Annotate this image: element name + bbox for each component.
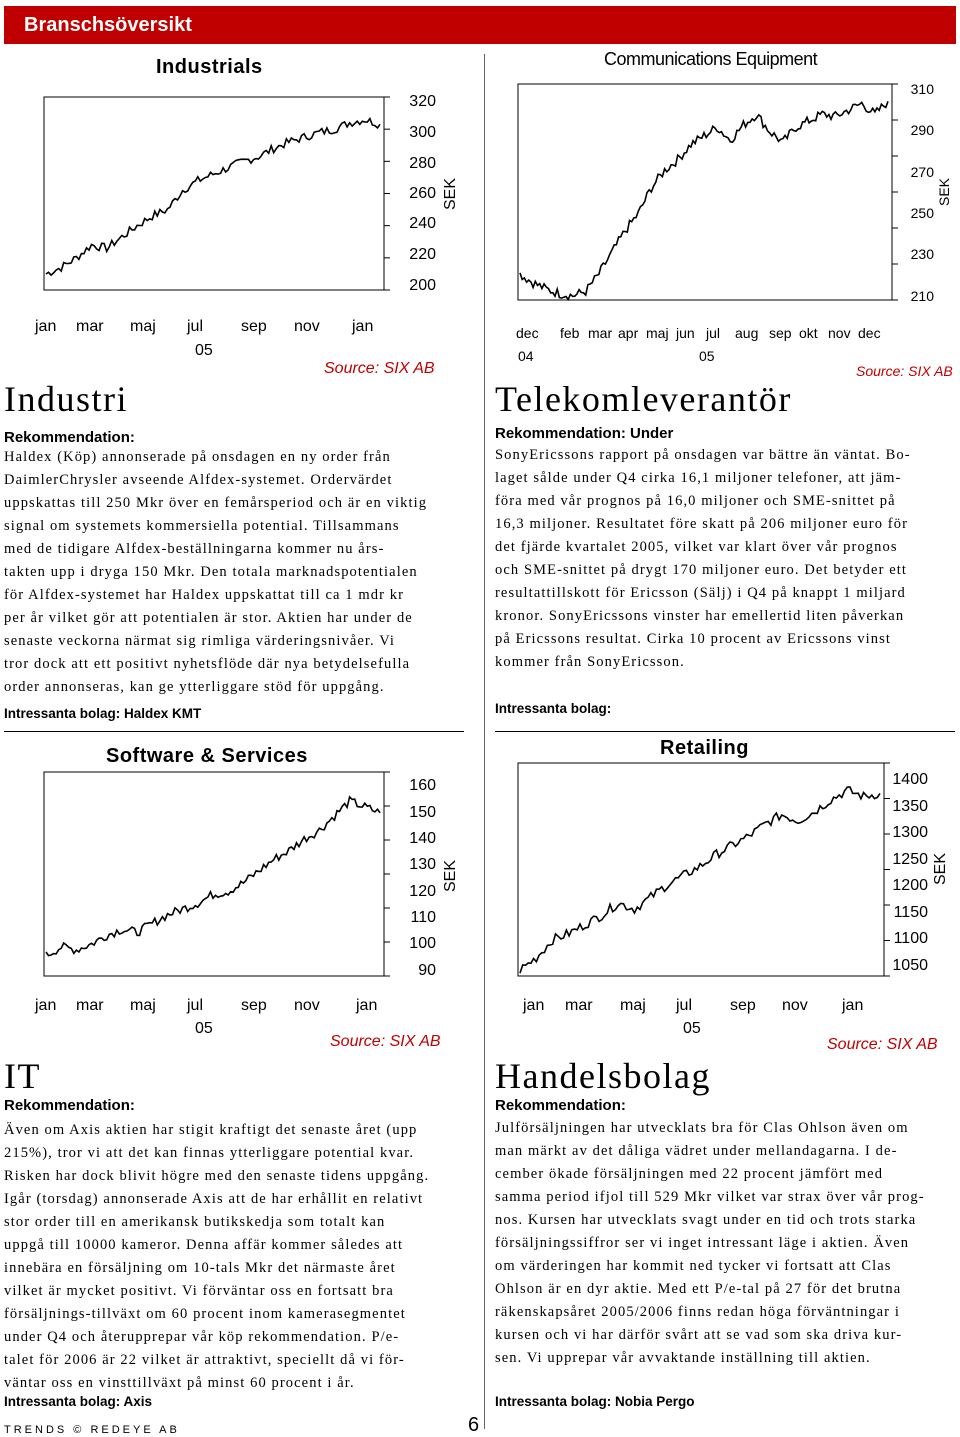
text-line: stor order till en amerikansk butikskedja som totalt kan (4, 1214, 386, 1230)
x-tick: mar (76, 997, 104, 1014)
y-tick: 1350 (892, 798, 928, 815)
text-line: kommer från SonyEricsson. (495, 654, 685, 670)
text-line: laget sålde under Q4 cirka 16,1 miljoner telefoner, att jäm- (495, 470, 902, 486)
y-unit-label: SEK (936, 177, 952, 206)
text-line: samma period ifjol till 529 Mkr vilket var strax över vår prog- (495, 1189, 925, 1205)
x-tick: mar (588, 325, 613, 341)
text-line: DaimlerChrysler avseende Alfdex-systemet. Ordervärdet (4, 472, 393, 488)
y-tick: 290 (910, 122, 934, 138)
x-tick: nov (294, 997, 320, 1014)
x-year: 05 (195, 1020, 213, 1037)
plot-frame (44, 772, 384, 976)
y-tick: 1150 (893, 904, 928, 921)
text-line: försäljnings-tillväxt om 60 procent inom kamerasegmentet (4, 1306, 406, 1322)
text-line: föra med vår prognos på 16,0 miljoner och SME-snittet på (495, 493, 896, 509)
text-line: Igår (torsdag) annonserade Axis att de har erhållit en relativt (4, 1191, 424, 1207)
x-tick: nov (782, 997, 808, 1014)
text-line: och SME-snittet på drygt 170 miljoner euro. Det betyder ett (495, 562, 908, 578)
text-line: 215%), tror vi att det kan finnas ytterliggare potential kvar. (4, 1145, 415, 1161)
y-tick: 230 (910, 246, 934, 262)
x-tick: jan (523, 997, 545, 1014)
text-line: vilket är mycket positivt. Vi förväntar oss en fortsatt bra (4, 1283, 394, 1299)
text-line: resultattillskott för Ericsson (Sälj) i Q4 på knappt 1 miljard (495, 585, 906, 601)
y-tick: 270 (910, 164, 934, 180)
text-line: under Q4 och återupprepar vår köp rekommendation. P/e- (4, 1329, 400, 1345)
x-tick: dec (516, 325, 539, 341)
page-number: 6 (468, 1414, 480, 1436)
y-unit-label: SEK (932, 852, 949, 885)
text-line: sen. Vi upprepar vår avvaktande inställning till aktien. (495, 1350, 871, 1366)
text-line: tror dock att ett positivt nyhetsflöde där nya betydelsefulla (4, 656, 411, 672)
text-line: för Alfdex-systemet har Haldex uppskattat till ca 1 mdr kr (4, 587, 405, 603)
y-tick: 120 (409, 883, 436, 900)
x-year-start: 04 (518, 348, 534, 364)
text-line: takten upp i dryga 150 Mkr. Den totala marknadspotentialen (4, 564, 418, 580)
y-tick: 240 (409, 215, 436, 232)
chart-title-software: Software & Services (106, 745, 308, 767)
x-tick: sep (241, 997, 267, 1014)
text-line: räkenskapsåret 2005/2006 finns redan höga förväntningar i (495, 1304, 900, 1320)
text-line: order annonseras, kan ge ytterliggare stöd för uppgång. (4, 679, 385, 695)
x-tick: jan (842, 997, 864, 1014)
text-line: Risken har dock blivit högre med den senaste tidens uppgång. (4, 1168, 430, 1184)
sector-heading-handel: Handelsbolag (495, 1056, 711, 1096)
text-line: talet för 2006 är 22 vilket är attraktivt, speciellt då vi för- (4, 1352, 405, 1368)
interesting-companies: Intressanta bolag: Haldex KMT (4, 706, 202, 721)
section-divider (495, 731, 955, 732)
x-tick: jul (676, 997, 693, 1014)
y-unit-label: SEK (442, 177, 459, 210)
text-line: SonyEricssons rapport på onsdagen var bättre än väntat. Bo- (495, 447, 911, 463)
y-tick: 200 (409, 277, 436, 294)
x-tick: apr (618, 325, 639, 341)
y-tick: 300 (409, 124, 436, 141)
sector-heading-telekom: Telekomleverantör (495, 379, 792, 419)
x-tick: nov (294, 318, 320, 335)
plot-frame (518, 84, 892, 300)
x-tick: mar (76, 318, 104, 335)
text-line: försäljningssiffror ser vi inget intressant läge i aktien. Även (495, 1235, 910, 1251)
handel-body (495, 1117, 955, 1370)
it-body (4, 1119, 464, 1395)
y-unit-label: SEK (442, 859, 459, 892)
x-tick: jan (35, 997, 57, 1014)
text-line: kronor. SonyEricssons vinster har emellertid liten påverkan (495, 608, 905, 624)
text-line: väntar oss en vinsttillväxt på minst 60 procent i år. (4, 1375, 355, 1391)
interesting-companies: Intressanta bolag: (495, 701, 612, 716)
text-line: 16,3 miljoner. Resultatet före skatt på 206 miljoner euro för (495, 516, 909, 532)
industri-body (4, 446, 464, 699)
telekom-body (495, 444, 955, 674)
x-tick: sep (769, 325, 792, 341)
y-tick: 280 (409, 155, 436, 172)
y-tick: 260 (409, 185, 436, 202)
x-tick: maj (130, 997, 156, 1014)
price-series-line (46, 119, 380, 276)
chart-source: Source: SIX AB (827, 1036, 938, 1053)
recommendation-label: Rekommendation: (4, 1097, 135, 1114)
text-line: det fjärde kvartalet 2005, vilket var klart över vår prognos (495, 539, 898, 555)
x-tick: maj (130, 318, 156, 335)
text-line: uppgå till 10000 kameror. Denna affär kommer således att (4, 1237, 404, 1253)
footer-brand: TRENDS © REDEYE AB (4, 1424, 180, 1436)
sector-heading-industri: Industri (4, 379, 128, 419)
text-line: uppskattas till 250 Mkr över en femårsperiod och är en viktig (4, 495, 428, 511)
text-line: nos. Kursen har utvecklats svagt under en tid och trots starka (495, 1212, 917, 1228)
y-tick: 1050 (892, 957, 928, 974)
recommendation-label: Rekommendation: (4, 429, 135, 446)
x-tick: dec (858, 325, 881, 341)
y-tick: 310 (910, 81, 934, 97)
text-line: om värderingen har kommit ned tycker vi fortsatt att Clas (495, 1258, 892, 1274)
chart-source: Source: SIX AB (330, 1033, 441, 1050)
x-tick: jan (356, 997, 378, 1014)
recommendation-label: Rekommendation: Under (495, 425, 674, 442)
text-line: kursen och vi har därför svårt att se vad som ska driva kur- (495, 1327, 903, 1343)
price-series-line (520, 101, 888, 299)
chart-title-retailing: Retailing (660, 737, 749, 759)
chart-source: Source: SIX AB (324, 360, 435, 377)
x-year: 05 (195, 342, 213, 359)
x-tick: sep (241, 318, 267, 335)
x-tick: jun (676, 325, 695, 341)
interesting-companies: Intressanta bolag: Axis (4, 1394, 153, 1409)
y-tick: 110 (410, 909, 436, 926)
text-line: per år vilket gör att potentialen är stor. Aktien har under de (4, 610, 413, 626)
chart-source: Source: SIX AB (856, 363, 953, 379)
text-line: Haldex (Köp) annonserade på onsdagen en ny order från (4, 449, 391, 465)
price-series-line (46, 797, 380, 956)
text-line: innebära en försäljning om 10-tals Mkr det närmaste året (4, 1260, 396, 1276)
text-line: signal om systemets kommersiella potential. Tillsammans (4, 518, 400, 534)
x-tick: feb (560, 325, 580, 341)
plot-frame (518, 763, 884, 976)
text-line: man märkt av det dåliga vädret under mellandagarna. I de- (495, 1143, 898, 1159)
banner-title: Branschsöversikt (24, 14, 192, 36)
x-tick: maj (646, 325, 669, 341)
y-tick: 220 (409, 246, 436, 263)
y-tick: 130 (409, 856, 436, 873)
x-tick: mar (565, 997, 593, 1014)
chart-title-industrials: Industrials (156, 56, 263, 78)
x-tick: okt (799, 325, 818, 341)
x-tick: maj (620, 997, 646, 1014)
y-tick: 1300 (892, 824, 928, 841)
y-tick: 140 (409, 830, 436, 847)
y-tick: 210 (910, 288, 934, 304)
x-tick: nov (828, 325, 851, 341)
chart-title-communications: Communications Equipment (604, 49, 818, 69)
section-divider (4, 731, 464, 732)
price-series-line (520, 787, 880, 973)
y-tick: 150 (409, 804, 436, 821)
y-tick: 1250 (892, 851, 928, 868)
text-line: cember ökade försäljningen med 22 procent jämfört med (495, 1166, 884, 1182)
x-tick: jul (706, 325, 721, 341)
y-tick: 1100 (893, 930, 928, 947)
x-tick: jul (187, 997, 204, 1014)
plot-frame (44, 97, 384, 290)
y-tick: 320 (409, 93, 436, 110)
y-tick: 250 (910, 205, 934, 221)
y-tick: 90 (418, 962, 436, 979)
y-tick: 100 (409, 935, 436, 952)
x-year: 05 (683, 1020, 701, 1037)
x-year: 05 (699, 348, 715, 364)
text-line: med de tidigare Alfdex-beställningarna kommer nu års- (4, 541, 385, 557)
text-line: Ohlson är en dyr aktie. Med ett P/e-tal på 27 för det brutna (495, 1281, 902, 1297)
x-tick: jan (35, 318, 57, 335)
text-line: Även om Axis aktien har stigit kraftigt det senaste året (upp (4, 1122, 418, 1138)
x-tick: jan (352, 318, 374, 335)
x-tick: sep (730, 997, 756, 1014)
y-tick: 1200 (892, 877, 928, 894)
sector-heading-it: IT (4, 1056, 41, 1096)
y-tick: 1400 (892, 771, 928, 788)
text-line: på Ericssons resultat. Cirka 10 procent av Ericssons vinst (495, 631, 892, 647)
text-line: senaste veckorna närmat sig rimliga värderingsnivåer. Vi (4, 633, 396, 649)
y-tick: 160 (409, 777, 436, 794)
text-line: Julförsäljningen har utvecklats bra för Clas Ohlson även om (495, 1120, 909, 1136)
interesting-companies: Intressanta bolag: Nobia Pergo (495, 1394, 695, 1409)
recommendation-label: Rekommendation: (495, 1097, 626, 1114)
x-tick: aug (735, 325, 759, 341)
x-tick: jul (187, 318, 204, 335)
